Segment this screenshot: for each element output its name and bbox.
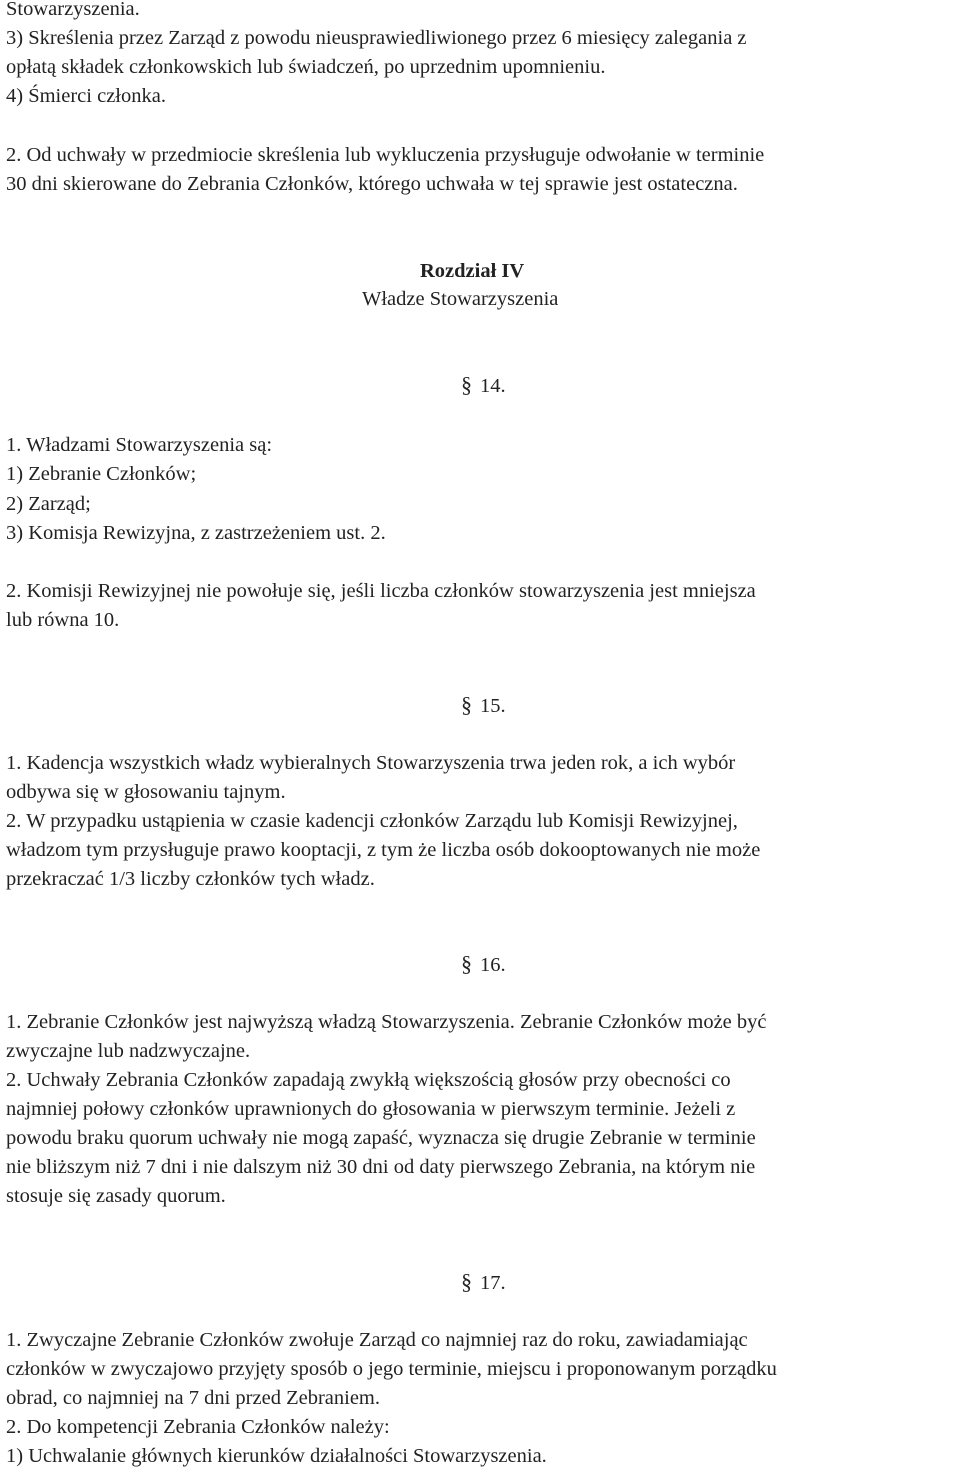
section-heading-14	[461, 373, 506, 398]
section-symbol: §	[461, 951, 472, 976]
text-line: 4) Śmierci członka.	[6, 85, 166, 107]
text-line: 1) Uchwalanie głównych kierunków działalności Stowarzyszenia.	[6, 1445, 547, 1467]
text-line: 2) Zarząd;	[6, 493, 91, 515]
text-line: opłatą składek członkowskich lub świadczeń, po uprzednim upomnieniu.	[6, 56, 606, 78]
section-number: 17.	[480, 1272, 506, 1294]
text-line: 2. Uchwały Zebrania Członków zapadają zwykłą większością głosów przy obecności co	[6, 1069, 731, 1091]
text-line: Stowarzyszenia.	[6, 0, 140, 20]
section-number: 14.	[480, 375, 506, 397]
chapter-title: Rozdział IV	[420, 260, 525, 282]
text-line: członków w zwyczajowo przyjęty sposób o jego terminie, miejscu i proponowanym porządku	[6, 1358, 777, 1380]
text-line: 2. Do kompetencji Zebrania Członków należy:	[6, 1416, 390, 1438]
text-line: 2. W przypadku ustąpienia w czasie kadencji członków Zarządu lub Komisji Rewizyjnej,	[6, 810, 738, 832]
text-line: nie bliższym niż 7 dni i nie dalszym niż 30 dni od daty pierwszego Zebrania, na którym nie	[6, 1156, 756, 1178]
text-line: 30 dni skierowane do Zebrania Członków, którego uchwała w tej sprawie jest ostateczna.	[6, 173, 738, 195]
text-line: 1. Zebranie Członków jest najwyższą władzą Stowarzyszenia. Zebranie Członków może być	[6, 1011, 767, 1033]
chapter-subtitle: Władze Stowarzyszenia	[362, 288, 559, 310]
section-heading-16	[461, 952, 506, 977]
text-line: 1. Kadencja wszystkich władz wybieralnych Stowarzyszenia trwa jeden rok, a ich wybór	[6, 752, 736, 774]
section-symbol: §	[461, 692, 472, 717]
text-line: 2. Od uchwały w przedmiocie skreślenia lub wykluczenia przysługuje odwołanie w terminie	[6, 144, 765, 166]
text-line: odbywa się w głosowaniu tajnym.	[6, 781, 286, 803]
text-line: powodu braku quorum uchwały nie mogą zapaść, wyznacza się drugie Zebranie w terminie	[6, 1127, 756, 1149]
section-number: 15.	[480, 695, 506, 717]
section-symbol: §	[461, 1269, 472, 1294]
text-line: 1. Zwyczajne Zebranie Członków zwołuje Zarząd co najmniej raz do roku, zawiadamiając	[6, 1329, 748, 1351]
text-line: przekraczać 1/3 liczby członków tych władz.	[6, 868, 375, 890]
text-line: zwyczajne lub nadzwyczajne.	[6, 1040, 251, 1062]
section-number: 16.	[480, 954, 506, 976]
text-line: 2. Komisji Rewizyjnej nie powołuje się, jeśli liczba członków stowarzyszenia jest mniejsza	[6, 580, 756, 602]
text-line: 3) Komisja Rewizyjna, z zastrzeżeniem ust. 2.	[6, 522, 386, 544]
section-heading-15	[461, 693, 506, 718]
section-heading-17	[461, 1270, 506, 1295]
text-line: 1. Władzami Stowarzyszenia są:	[6, 434, 273, 456]
text-line: władzom tym przysługuje prawo kooptacji, z tym że liczba osób dokooptowanych nie może	[6, 839, 761, 861]
text-line: 3) Skreślenia przez Zarząd z powodu nieusprawiedliwionego przez 6 miesięcy zalegania z	[6, 27, 747, 49]
text-line: stosuje się zasady quorum.	[6, 1185, 226, 1207]
text-line: najmniej połowy członków uprawnionych do głosowania w pierwszym terminie. Jeżeli z	[6, 1098, 736, 1120]
section-symbol: §	[461, 372, 472, 397]
text-line: lub równa 10.	[6, 609, 120, 631]
text-line: obrad, co najmniej na 7 dni przed Zebraniem.	[6, 1387, 380, 1409]
text-line: 1) Zebranie Członków;	[6, 463, 197, 485]
